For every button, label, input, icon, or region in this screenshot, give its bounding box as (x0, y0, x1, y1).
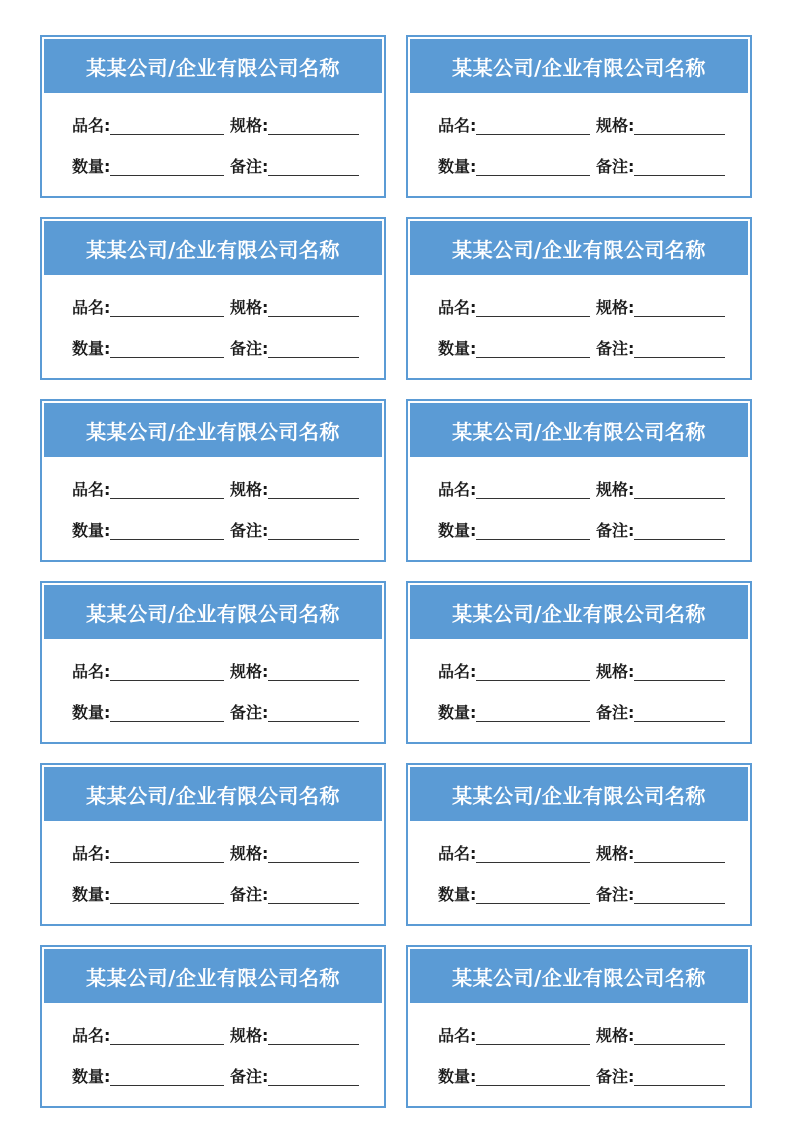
quantity-field-label: 数量: (438, 1067, 477, 1086)
quantity-field (438, 522, 590, 540)
quantity-field (438, 158, 590, 176)
quantity-field-label: 数量: (438, 339, 477, 358)
quantity-field-label: 数量: (72, 703, 111, 722)
company-name-header: 某某公司/企业有限公司名称 (410, 949, 748, 1003)
product-name-field-label: 品名: (438, 1026, 477, 1045)
remarks-field (596, 886, 725, 904)
specification-field (596, 481, 725, 499)
quantity-field-blank-line[interactable] (476, 342, 590, 358)
quantity-field-label: 数量: (438, 703, 477, 722)
company-name-header: 某某公司/企业有限公司名称 (44, 585, 382, 639)
quantity-field-blank-line[interactable] (476, 888, 590, 904)
product-name-field-blank-line[interactable] (110, 847, 224, 863)
specification-field-blank-line[interactable] (268, 483, 359, 499)
product-label-card (40, 763, 386, 926)
product-name-field-label: 品名: (72, 662, 111, 681)
company-name-header: 某某公司/企业有限公司名称 (410, 221, 748, 275)
quantity-field-label: 数量: (72, 521, 111, 540)
specification-field-label: 规格: (596, 298, 635, 317)
specification-field-label: 规格: (230, 116, 269, 135)
product-name-field-label: 品名: (72, 298, 111, 317)
product-name-field (438, 299, 590, 317)
product-name-field-label: 品名: (438, 116, 477, 135)
quantity-field-label: 数量: (438, 521, 477, 540)
remarks-field-label: 备注: (230, 703, 269, 722)
product-label-card (406, 217, 752, 380)
specification-field-blank-line[interactable] (268, 847, 359, 863)
quantity-field-label: 数量: (438, 157, 477, 176)
quantity-field-blank-line[interactable] (476, 160, 590, 176)
product-label-card (406, 399, 752, 562)
specification-field-label: 规格: (596, 480, 635, 499)
quantity-field-label: 数量: (438, 885, 477, 904)
product-label-card (40, 399, 386, 562)
specification-field (596, 663, 725, 681)
remarks-field (596, 158, 725, 176)
product-name-field (438, 117, 590, 135)
product-name-field-blank-line[interactable] (110, 119, 224, 135)
quantity-field (72, 1068, 224, 1086)
remarks-field (596, 522, 725, 540)
specification-field (230, 481, 359, 499)
remarks-field-label: 备注: (596, 339, 635, 358)
specification-field-label: 规格: (230, 480, 269, 499)
product-name-field-blank-line[interactable] (110, 301, 224, 317)
specification-field-blank-line[interactable] (634, 301, 725, 317)
product-name-field (72, 481, 224, 499)
specification-field-blank-line[interactable] (268, 301, 359, 317)
product-name-field (72, 663, 224, 681)
quantity-field-blank-line[interactable] (476, 1070, 590, 1086)
quantity-field-blank-line[interactable] (110, 160, 224, 176)
remarks-field-blank-line[interactable] (634, 524, 725, 540)
quantity-field (72, 340, 224, 358)
specification-field-label: 规格: (230, 844, 269, 863)
product-name-field-blank-line[interactable] (476, 665, 590, 681)
specification-field-blank-line[interactable] (634, 665, 725, 681)
product-name-field-blank-line[interactable] (476, 483, 590, 499)
quantity-field-label: 数量: (72, 157, 111, 176)
remarks-field-label: 备注: (230, 885, 269, 904)
product-label-card (406, 945, 752, 1108)
company-name-header: 某某公司/企业有限公司名称 (410, 39, 748, 93)
remarks-field-label: 备注: (596, 703, 635, 722)
specification-field-label: 规格: (596, 844, 635, 863)
product-name-field (72, 1027, 224, 1045)
remarks-field-label: 备注: (596, 521, 635, 540)
specification-field (596, 1027, 725, 1045)
product-name-field (438, 663, 590, 681)
remarks-field-blank-line[interactable] (268, 888, 359, 904)
remarks-field-blank-line[interactable] (268, 160, 359, 176)
remarks-field-blank-line[interactable] (634, 342, 725, 358)
product-name-field-blank-line[interactable] (476, 1029, 590, 1045)
product-name-field-label: 品名: (72, 116, 111, 135)
remarks-field-blank-line[interactable] (634, 706, 725, 722)
remarks-field-blank-line[interactable] (268, 706, 359, 722)
remarks-field-label: 备注: (230, 157, 269, 176)
remarks-field-blank-line[interactable] (634, 1070, 725, 1086)
remarks-field-blank-line[interactable] (634, 160, 725, 176)
product-label-card (40, 217, 386, 380)
company-name-header: 某某公司/企业有限公司名称 (44, 949, 382, 1003)
product-name-field-blank-line[interactable] (476, 301, 590, 317)
quantity-field-label: 数量: (72, 1067, 111, 1086)
specification-field-label: 规格: (596, 116, 635, 135)
quantity-field-blank-line[interactable] (110, 524, 224, 540)
specification-field-blank-line[interactable] (634, 1029, 725, 1045)
product-name-field (72, 299, 224, 317)
quantity-field (438, 1068, 590, 1086)
quantity-field (72, 522, 224, 540)
product-label-card (40, 35, 386, 198)
company-name-header: 某某公司/企业有限公司名称 (44, 767, 382, 821)
product-name-field-label: 品名: (72, 480, 111, 499)
product-label-card (40, 581, 386, 744)
product-name-field (72, 845, 224, 863)
specification-field (230, 299, 359, 317)
specification-field-label: 规格: (230, 298, 269, 317)
product-name-field-label: 品名: (438, 844, 477, 863)
specification-field (596, 117, 725, 135)
product-name-field-blank-line[interactable] (110, 1029, 224, 1045)
remarks-field (596, 704, 725, 722)
remarks-field-label: 备注: (596, 157, 635, 176)
remarks-field (230, 158, 359, 176)
specification-field (596, 299, 725, 317)
remarks-field-blank-line[interactable] (634, 888, 725, 904)
remarks-field (596, 1068, 725, 1086)
specification-field-blank-line[interactable] (634, 847, 725, 863)
quantity-field (438, 886, 590, 904)
specification-field-blank-line[interactable] (268, 1029, 359, 1045)
company-name-header: 某某公司/企业有限公司名称 (44, 221, 382, 275)
company-name-header: 某某公司/企业有限公司名称 (410, 403, 748, 457)
specification-field-blank-line[interactable] (634, 119, 725, 135)
company-name-header: 某某公司/企业有限公司名称 (410, 585, 748, 639)
quantity-field (438, 340, 590, 358)
company-name-header: 某某公司/企业有限公司名称 (44, 403, 382, 457)
remarks-field (230, 1068, 359, 1086)
quantity-field (438, 704, 590, 722)
remarks-field-blank-line[interactable] (268, 342, 359, 358)
product-label-card (406, 581, 752, 744)
product-name-field-label: 品名: (438, 480, 477, 499)
quantity-field-blank-line[interactable] (110, 342, 224, 358)
quantity-field-label: 数量: (72, 885, 111, 904)
specification-field-blank-line[interactable] (268, 119, 359, 135)
remarks-field-label: 备注: (230, 339, 269, 358)
company-name-header: 某某公司/企业有限公司名称 (410, 767, 748, 821)
remarks-field (596, 340, 725, 358)
remarks-field (230, 886, 359, 904)
product-name-field-label: 品名: (72, 1026, 111, 1045)
product-name-field-blank-line[interactable] (476, 119, 590, 135)
product-name-field-blank-line[interactable] (110, 483, 224, 499)
remarks-field-label: 备注: (230, 1067, 269, 1086)
quantity-field (72, 704, 224, 722)
remarks-field-blank-line[interactable] (268, 1070, 359, 1086)
specification-field-blank-line[interactable] (634, 483, 725, 499)
specification-field-label: 规格: (230, 662, 269, 681)
specification-field (230, 845, 359, 863)
product-name-field-blank-line[interactable] (476, 847, 590, 863)
specification-field-blank-line[interactable] (268, 665, 359, 681)
quantity-field-blank-line[interactable] (476, 524, 590, 540)
remarks-field (230, 704, 359, 722)
company-name-header: 某某公司/企业有限公司名称 (44, 39, 382, 93)
quantity-field-label: 数量: (72, 339, 111, 358)
product-name-field (438, 845, 590, 863)
quantity-field-blank-line[interactable] (476, 706, 590, 722)
remarks-field (230, 522, 359, 540)
specification-field (596, 845, 725, 863)
product-name-field (438, 481, 590, 499)
remarks-field-label: 备注: (596, 1067, 635, 1086)
remarks-field-blank-line[interactable] (268, 524, 359, 540)
product-label-card (406, 35, 752, 198)
specification-field (230, 117, 359, 135)
product-name-field (438, 1027, 590, 1045)
product-label-card (40, 945, 386, 1108)
product-name-field-label: 品名: (438, 298, 477, 317)
product-name-field (72, 117, 224, 135)
quantity-field-blank-line[interactable] (110, 888, 224, 904)
specification-field (230, 663, 359, 681)
remarks-field (230, 340, 359, 358)
product-label-card (406, 763, 752, 926)
specification-field-label: 规格: (230, 1026, 269, 1045)
specification-field (230, 1027, 359, 1045)
specification-field-label: 规格: (596, 1026, 635, 1045)
quantity-field (72, 158, 224, 176)
quantity-field (72, 886, 224, 904)
remarks-field-label: 备注: (230, 521, 269, 540)
product-name-field-label: 品名: (72, 844, 111, 863)
product-name-field-blank-line[interactable] (110, 665, 224, 681)
specification-field-label: 规格: (596, 662, 635, 681)
product-name-field-label: 品名: (438, 662, 477, 681)
quantity-field-blank-line[interactable] (110, 706, 224, 722)
quantity-field-blank-line[interactable] (110, 1070, 224, 1086)
remarks-field-label: 备注: (596, 885, 635, 904)
